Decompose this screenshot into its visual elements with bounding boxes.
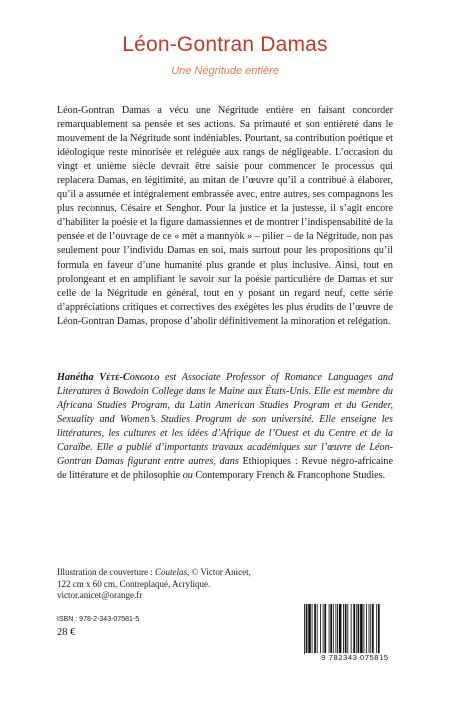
book-title: Léon-Gontran Damas	[122, 33, 328, 56]
author-bio-text: est Associate Professor of Romance Languages and Literatures à Bowdoin College dans le Maine aux États-Unis. Elle est membre du Africana Studies Program, du Latin American Studies Program et du Gender, Sexuality and Women’s Studies Program de son université. Elle enseigne les littératures, les cultures et les idées d’Afrique de l’Ouest et du Centre et de la Caraïbe. Elle a publié d’importants travaux académiques sur l’œuvre de Léon-Gontran Damas figurant entre autres, dans	[57, 372, 394, 468]
isbn: ISBN : 978-2-343-07581-5	[57, 616, 140, 623]
credits-line-2: 122 cm x 60 cm, Contreplaqué, Acrylique.	[57, 578, 211, 589]
artwork-title: Coutelas	[154, 567, 187, 577]
author-first-name: Hanétha	[57, 372, 94, 383]
credits-suffix: , © Victor Anicet,	[186, 567, 251, 577]
credits-line-1	[57, 567, 307, 579]
book-subtitle: Une Négritude entière	[171, 65, 279, 77]
author-bio	[57, 371, 393, 483]
credits-prefix: Illustration de couverture :	[57, 567, 155, 577]
blurb-paragraph: Léon-Gontran Damas a vécu une Négritude entière en faisant concorder remarquablement sa pensée et ses actions. Sa primauté et son entièreté dans le mouvement de la Négritude sont indéniables. Pourtant, sa contribution poétique et idéologique reste minorisée et reléguée aux rangs de négligeable. L’occasion du vingt et unième siècle devrait être saisie pour commencer le processus qui replacera Damas, en légitimité, au mitan de l’œuvre qu’il a contribué à élaborer, qu’il a assumée et intégralement embrassée avec, entre autres, ses compagnons les plus reconnus, Césaire et Senghor. Pour la justice et la justesse, il s’agit encore d’habiliter la poésie et la figure damassiennes et de montrer l’indispensabilité de la pensée et de l’ouvrage de ce « mèt a mannyòk » – pilier – de la Négritude, non pas seulement pour l’individu Damas en soi, mais surtout pour les propositions qu’il formula en faveur d’une humanité plus grande et plus inclusive. Ainsi, tout en prolongeant et en amplifiant le savoir sur la poésie particulière de Damas et sur celle de la Négritude en général, tout en y posant un regard neuf, cette série d’appréciations critiques et correctives des exégètes les plus érudits de l’œuvre de Léon-Gontran Damas, propose d’abolir définitivement la minoration et relégation.	[57, 105, 393, 327]
barcode-bars	[302, 604, 406, 654]
journal-title-1: Ethiopiques : Revue négro-africaine de littérature et de philosophie	[57, 456, 393, 482]
author-last-name: Vété-Congolo	[99, 372, 160, 383]
cover-credits	[57, 567, 307, 602]
bio-connector: ou	[180, 470, 196, 482]
barcode-digits: 9 782343 075815	[305, 653, 405, 662]
credits-email: victor.anicet@orange.fr	[57, 590, 143, 600]
price: 28 €	[57, 627, 76, 638]
journal-title-2: Contemporary French & Francophone Studies	[195, 470, 383, 482]
bio-end: .	[382, 470, 386, 482]
